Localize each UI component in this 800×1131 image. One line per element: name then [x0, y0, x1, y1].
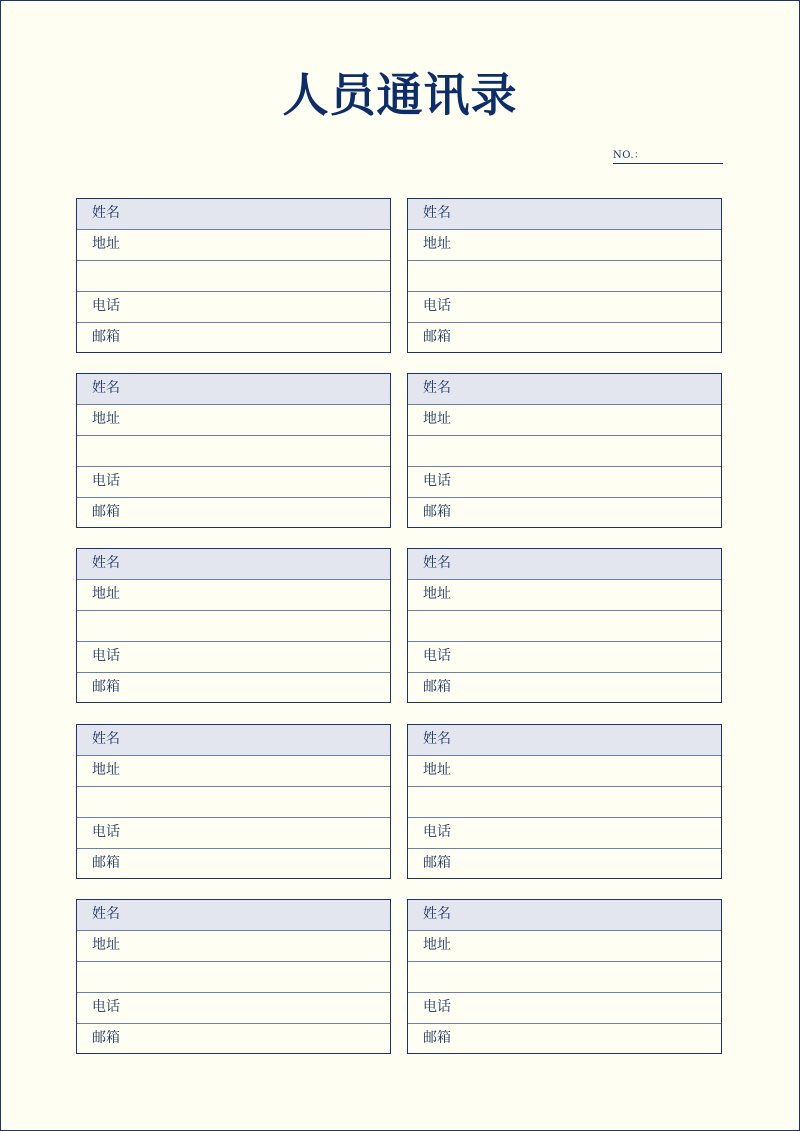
email-row[interactable] — [77, 849, 390, 880]
name-row[interactable] — [408, 900, 721, 931]
phone-row[interactable] — [77, 467, 390, 498]
address-continuation-row[interactable] — [77, 962, 390, 993]
address-continuation-row[interactable] — [77, 787, 390, 818]
email-row[interactable] — [408, 323, 721, 354]
name-label: 姓名 — [423, 380, 451, 396]
address-label: 地址 — [423, 762, 451, 778]
phone-row[interactable] — [408, 642, 721, 673]
phone-label: 电话 — [92, 648, 120, 664]
phone-label: 电话 — [92, 824, 120, 840]
email-label: 邮箱 — [92, 504, 120, 520]
name-row[interactable] — [77, 549, 390, 580]
address-label: 地址 — [423, 411, 451, 427]
name-label: 姓名 — [92, 555, 120, 571]
name-row[interactable] — [408, 725, 721, 756]
phone-label: 电话 — [92, 999, 120, 1015]
contact-card — [407, 548, 722, 703]
phone-row[interactable] — [77, 642, 390, 673]
contact-card — [76, 373, 391, 528]
name-label: 姓名 — [92, 906, 120, 922]
address-label: 地址 — [92, 762, 120, 778]
email-label: 邮箱 — [423, 855, 451, 871]
phone-row[interactable] — [77, 292, 390, 323]
email-row[interactable] — [77, 498, 390, 529]
page-title: 人员通讯录 — [282, 68, 518, 122]
email-row[interactable] — [77, 323, 390, 354]
number-label: NO.： — [613, 150, 645, 161]
address-label: 地址 — [92, 586, 120, 602]
name-label: 姓名 — [92, 380, 120, 396]
contact-card — [76, 724, 391, 879]
address-label: 地址 — [423, 236, 451, 252]
email-row[interactable] — [408, 849, 721, 880]
address-row[interactable] — [77, 230, 390, 261]
phone-row[interactable] — [408, 818, 721, 849]
email-row[interactable] — [77, 1024, 390, 1055]
name-label: 姓名 — [92, 731, 120, 747]
address-continuation-row[interactable] — [77, 436, 390, 467]
phone-label: 电话 — [423, 999, 451, 1015]
contact-card — [407, 373, 722, 528]
phone-label: 电话 — [92, 298, 120, 314]
phone-row[interactable] — [408, 292, 721, 323]
name-row[interactable] — [408, 549, 721, 580]
address-continuation-row[interactable] — [408, 787, 721, 818]
number-field[interactable] — [613, 149, 723, 164]
address-row[interactable] — [408, 405, 721, 436]
email-label: 邮箱 — [423, 1030, 451, 1046]
contact-card — [76, 548, 391, 703]
email-label: 邮箱 — [423, 679, 451, 695]
name-row[interactable] — [408, 374, 721, 405]
address-label: 地址 — [423, 937, 451, 953]
address-continuation-row[interactable] — [408, 261, 721, 292]
address-row[interactable] — [408, 756, 721, 787]
address-row[interactable] — [77, 756, 390, 787]
phone-row[interactable] — [408, 993, 721, 1024]
email-row[interactable] — [408, 1024, 721, 1055]
name-row[interactable] — [77, 725, 390, 756]
address-row[interactable] — [408, 931, 721, 962]
phone-label: 电话 — [92, 473, 120, 489]
phone-label: 电话 — [423, 824, 451, 840]
name-label: 姓名 — [423, 555, 451, 571]
phone-label: 电话 — [423, 298, 451, 314]
phone-row[interactable] — [408, 467, 721, 498]
name-label: 姓名 — [423, 906, 451, 922]
name-row[interactable] — [408, 199, 721, 230]
address-continuation-row[interactable] — [408, 436, 721, 467]
phone-row[interactable] — [77, 818, 390, 849]
address-label: 地址 — [92, 937, 120, 953]
contact-card — [407, 899, 722, 1054]
email-row[interactable] — [77, 673, 390, 704]
name-label: 姓名 — [423, 731, 451, 747]
name-row[interactable] — [77, 900, 390, 931]
contact-card — [76, 198, 391, 353]
address-row[interactable] — [77, 931, 390, 962]
address-row[interactable] — [77, 580, 390, 611]
address-row[interactable] — [408, 580, 721, 611]
email-label: 邮箱 — [92, 329, 120, 345]
name-row[interactable] — [77, 199, 390, 230]
email-label: 邮箱 — [92, 1030, 120, 1046]
phone-label: 电话 — [423, 648, 451, 664]
email-label: 邮箱 — [92, 855, 120, 871]
name-row[interactable] — [77, 374, 390, 405]
address-continuation-row[interactable] — [77, 261, 390, 292]
contact-card — [407, 724, 722, 879]
name-label: 姓名 — [423, 205, 451, 221]
address-row[interactable] — [408, 230, 721, 261]
address-continuation-row[interactable] — [77, 611, 390, 642]
email-row[interactable] — [408, 673, 721, 704]
address-continuation-row[interactable] — [408, 611, 721, 642]
address-row[interactable] — [77, 405, 390, 436]
email-label: 邮箱 — [423, 504, 451, 520]
name-label: 姓名 — [92, 205, 120, 221]
phone-label: 电话 — [423, 473, 451, 489]
phone-row[interactable] — [77, 993, 390, 1024]
email-row[interactable] — [408, 498, 721, 529]
contact-card — [76, 899, 391, 1054]
address-label: 地址 — [92, 411, 120, 427]
address-label: 地址 — [423, 586, 451, 602]
address-continuation-row[interactable] — [408, 962, 721, 993]
email-label: 邮箱 — [92, 679, 120, 695]
email-label: 邮箱 — [423, 329, 451, 345]
address-label: 地址 — [92, 236, 120, 252]
contact-card — [407, 198, 722, 353]
